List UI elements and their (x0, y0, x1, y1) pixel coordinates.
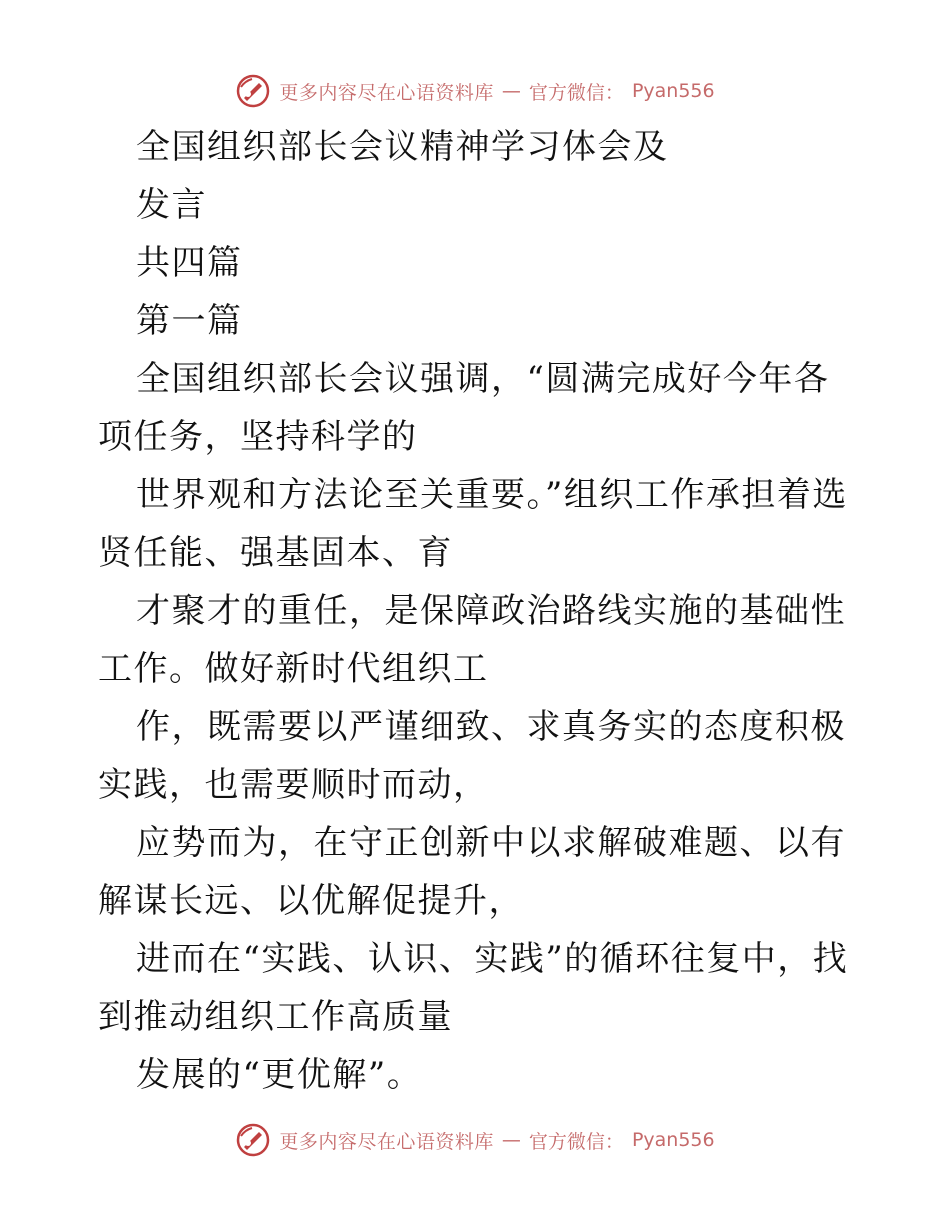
doc-title-line-2: 发言 (136, 185, 207, 225)
banner-wechat-id: Pyan556 (631, 80, 715, 102)
doc-section-heading: 第一篇 (136, 301, 243, 341)
doc-paragraph-line: 作，既需要以严谨细致、求真务实的态度积极实践，也需要顺时而动， (98, 707, 846, 805)
banner-separator: — (501, 80, 521, 102)
banner-brand-text: 更多内容尽在心语资料库 (279, 81, 494, 104)
doc-paragraph-line: 进而在“实践、认识、实践”的循环往复中，找到推动组织工作高质量 (98, 939, 849, 1037)
doc-paragraph-line: 全国组织部长会议强调，“圆满完成好今年各项任务，坚持科学的 (98, 359, 830, 457)
doc-title-line-1: 全国组织部长会议精神学习体会及 (136, 127, 669, 167)
brand-logo-icon (235, 1122, 271, 1158)
doc-paragraph-line: 才聚才的重任，是保障政治路线实施的基础性工作。做好新时代组织工 (98, 591, 846, 689)
doc-paragraph-line: 应势而为，在守正创新中以求解破难题、以有解谋长远、以优解促提升， (98, 823, 846, 921)
footer-watermark-banner (0, 1120, 950, 1160)
banner-separator: — (501, 1129, 521, 1151)
doc-paragraph-line: 发展的“更优解”。 (136, 1055, 423, 1095)
banner-wechat-id: Pyan556 (631, 1129, 715, 1151)
banner-wechat-label: 官方微信： (528, 1130, 624, 1153)
banner-brand-text: 更多内容尽在心语资料库 (279, 1130, 494, 1153)
banner-wechat-label: 官方微信： (528, 81, 624, 104)
doc-subtitle-count: 共四篇 (136, 243, 243, 283)
header-watermark-banner (0, 71, 950, 111)
document-body (98, 118, 858, 1104)
brand-logo-icon (235, 73, 271, 109)
doc-paragraph-line: 世界观和方法论至关重要。”组织工作承担着选贤任能、强基固本、育 (98, 475, 848, 573)
